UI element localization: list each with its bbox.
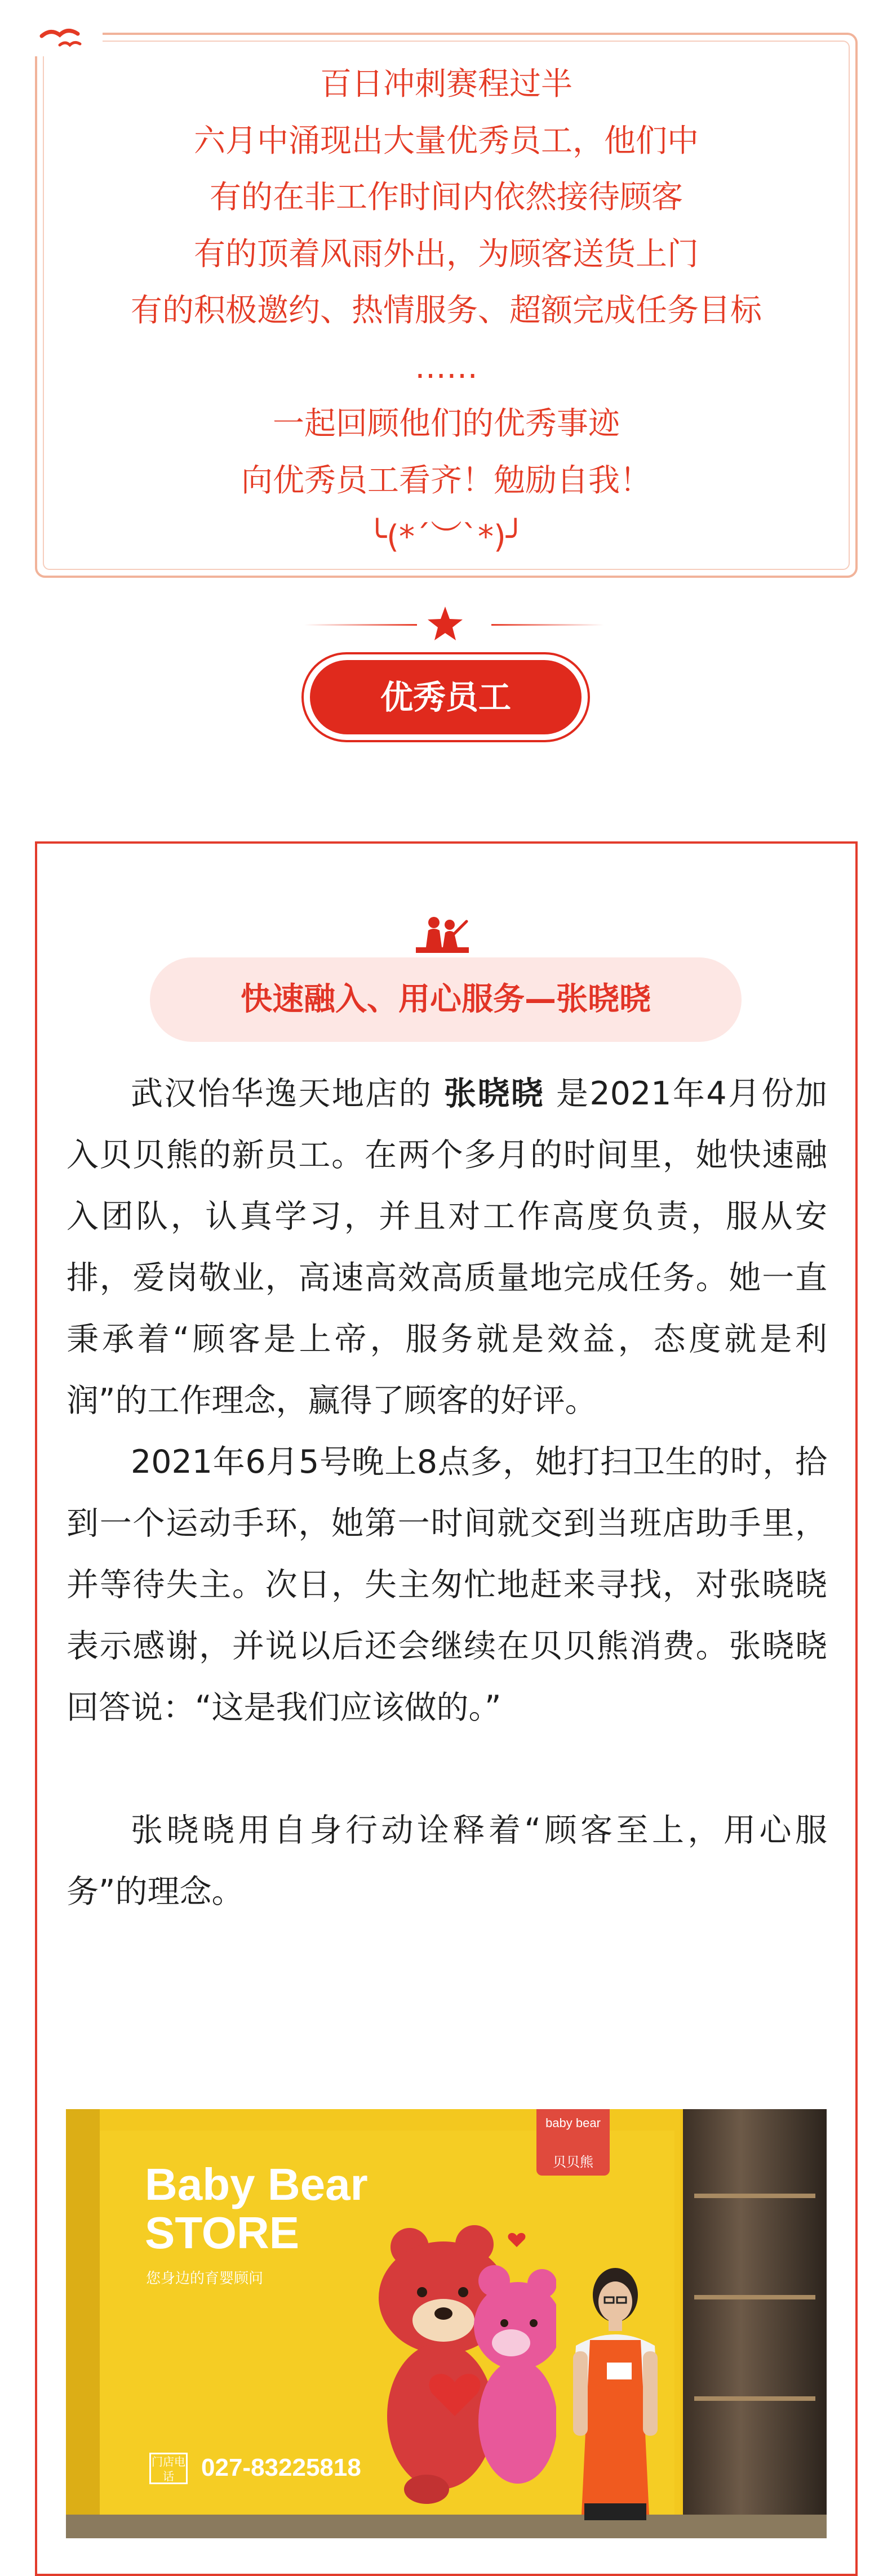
intro-line: 有的在非工作时间内依然接待顾客: [210, 179, 683, 216]
brand-tagline: 您身边的育婴顾问: [146, 2270, 264, 2287]
logo-chinese: 贝贝熊: [553, 2154, 593, 2170]
intro-line: 一起回顾他们的优秀事迹: [273, 405, 620, 442]
star-icon: [427, 605, 464, 643]
employee-name: 张晓晓: [443, 1075, 545, 1112]
article-body: [66, 1063, 827, 1923]
brand-store: STORE: [145, 2208, 300, 2258]
paragraph-suffix: 是2021年4月份加入贝贝熊的新员工。在两个多月的时间里，她快速融入团队，认真学习，并且对工作高度负责，服从安排，爱岗敬业，高速高效高质量地完成任务。她一直秉承着“顾客是上帝，服务就是效益，态度就是利润”的工作理念，赢得了顾客的好评。: [66, 1075, 828, 1419]
photo-wall: [66, 2109, 100, 2538]
logo-english: baby bear: [545, 2116, 601, 2130]
store-doorway: [683, 2109, 827, 2538]
excellent-staff-badge: 优秀员工: [310, 660, 582, 734]
intro-line: 六月中涌现出大量优秀员工，他们中: [194, 122, 699, 159]
floor: [66, 2515, 827, 2538]
intro-line: 百日冲刺赛程过半: [320, 66, 573, 102]
brand-name: Baby Bear: [145, 2159, 368, 2209]
shelf: [694, 2396, 815, 2401]
bears-illustration: [370, 2213, 556, 2506]
employee-photo: [551, 2256, 680, 2520]
divider-left: [304, 624, 417, 626]
shelf: [694, 2295, 815, 2299]
intro-line: 向优秀员工看齐！勉励自我！: [241, 462, 651, 499]
section-title: 快速融入、用心服务—张晓晓: [150, 957, 742, 1042]
paragraph-prefix: 武汉怡华逸天地店的: [131, 1075, 444, 1112]
article-paragraph: 张晓晓用自身行动诠释着“顾客至上，用心服务”的理念。: [66, 1812, 827, 1910]
store-photo: [66, 2109, 827, 2538]
phone-tag: 门店电话: [149, 2453, 188, 2484]
article-paragraph: [66, 1063, 827, 1432]
intro-emoticon: ╰(*´︶`*)╯: [367, 519, 525, 555]
people-silhouette-icon: [411, 911, 473, 955]
birds-icon: [35, 17, 103, 56]
intro-text: [35, 56, 858, 566]
blank-line: [66, 1739, 827, 1800]
intro-line: ……: [415, 349, 478, 386]
intro-line: 有的积极邀约、热情服务、超额完成任务目标: [131, 292, 762, 329]
article-paragraph: 2021年6月5号晚上8点多，她打扫卫生的时，拾到一个运动手环，她第一时间就交到当班店助手里，并等待失主。次日，失主匆忙地赶来寻找，对张晓晓表示感谢，并说以后还会继续在贝贝熊消费。张晓晓回答说：“这是我们应该做的。”: [66, 1443, 827, 1726]
intro-line: 有的顶着风雨外出，为顾客送货上门: [194, 235, 699, 273]
divider-right: [491, 624, 604, 626]
shelf: [694, 2194, 815, 2198]
store-phone: 027-83225818: [201, 2454, 361, 2481]
